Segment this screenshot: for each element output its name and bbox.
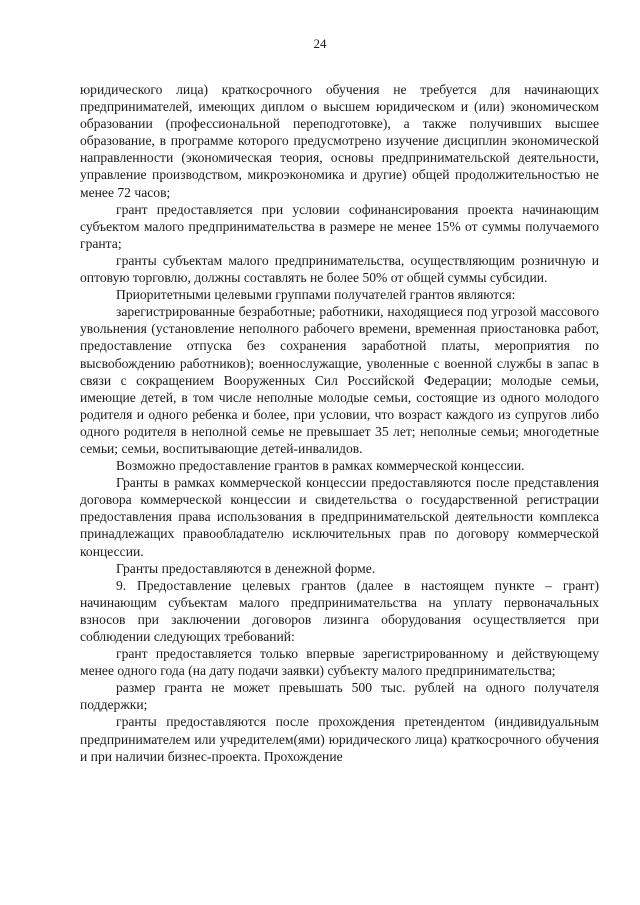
paragraph: грант предоставляется только впервые зарегистрированному и действующему менее одного года (на дату подачи заявки) субъекту малого предпринимательства; [80, 646, 599, 679]
paragraph: Гранты предоставляются в денежной форме. [116, 560, 376, 576]
paragraph: грант предоставляется при условии софинансирования проекта начинающим субъектом малого предпринимательства в размере не менее 15% от суммы получаемого гранта; [80, 201, 599, 251]
paragraph: Возможно предоставление грантов в рамках коммерческой концессии. [116, 458, 525, 474]
page-number: 24 [313, 36, 327, 51]
body-text [80, 81, 599, 765]
paragraph: Приоритетными целевыми группами получателей грантов являются: [116, 287, 516, 303]
paragraph: Гранты в рамках коммерческой концессии предоставляются после представления договора коммерческой концессии и свидетельства о государственной регистрации предоставления права использования в предпринимательской деятельности комплекса принадлежащих правообладателю исключительных прав по договору коммерческой концессии. [80, 475, 599, 559]
paragraph: размер гранта не может превышать 500 тыс. рублей на одного получателя поддержки; [80, 680, 599, 713]
paragraph: гранты субъектам малого предпринимательства, осуществляющим розничную и оптовую торговлю, должны составлять не более 50% от общей суммы субсидии. [80, 252, 599, 286]
paragraph: гранты предоставляются после прохождения претендентом (индивидуальным предпринимателем или учредителем(ями) юридического лица) краткосрочного обучения и при наличии бизнес-проекта. Прохождение [80, 714, 599, 764]
paragraph: юридического лица) краткосрочного обучения не требуется для начинающих предпринимателей, имеющих диплом о высшем юридическом и (или) экономическом образовании (профессиональной переподготовке), а также получивших высшее образование, в программе которого предусмотрено изучение дисциплин экономической направленности (экономическая теория, основы предпринимательской деятельности, управление производством, микроэкономика и другие) общей продолжительностью не менее 72 часов; [80, 82, 599, 200]
paragraph: 9. Предоставление целевых грантов (далее в настоящем пункте – грант) начинающим субъектам малого предпринимательства на уплату первоначальных взносов при заключении договоров лизинга оборудования осуществляется при соблюдении следующих требований: [80, 577, 599, 644]
paragraph: зарегистрированные безработные; работники, находящиеся под угрозой массового увольнения (установление неполного рабочего времени, временная приостановка работ, предоставление отпуска без сохранения заработной платы, мероприятия по высвобождению работников); военнослужащие, уволенные с военной службы в запас в связи с сокращением Вооруженных Сил Российской Федерации; молодые семьи, имеющие детей, в том числе неполные молодые семьи, состоящие из одного молодого родителя и одного ребенка и более, при условии, что возраст каждого из супругов либо одного родителя в неполной семье не превышает 35 лет; неполные семьи; многодетные семьи; семьи, воспитывающие детей-инвалидов. [80, 304, 599, 456]
